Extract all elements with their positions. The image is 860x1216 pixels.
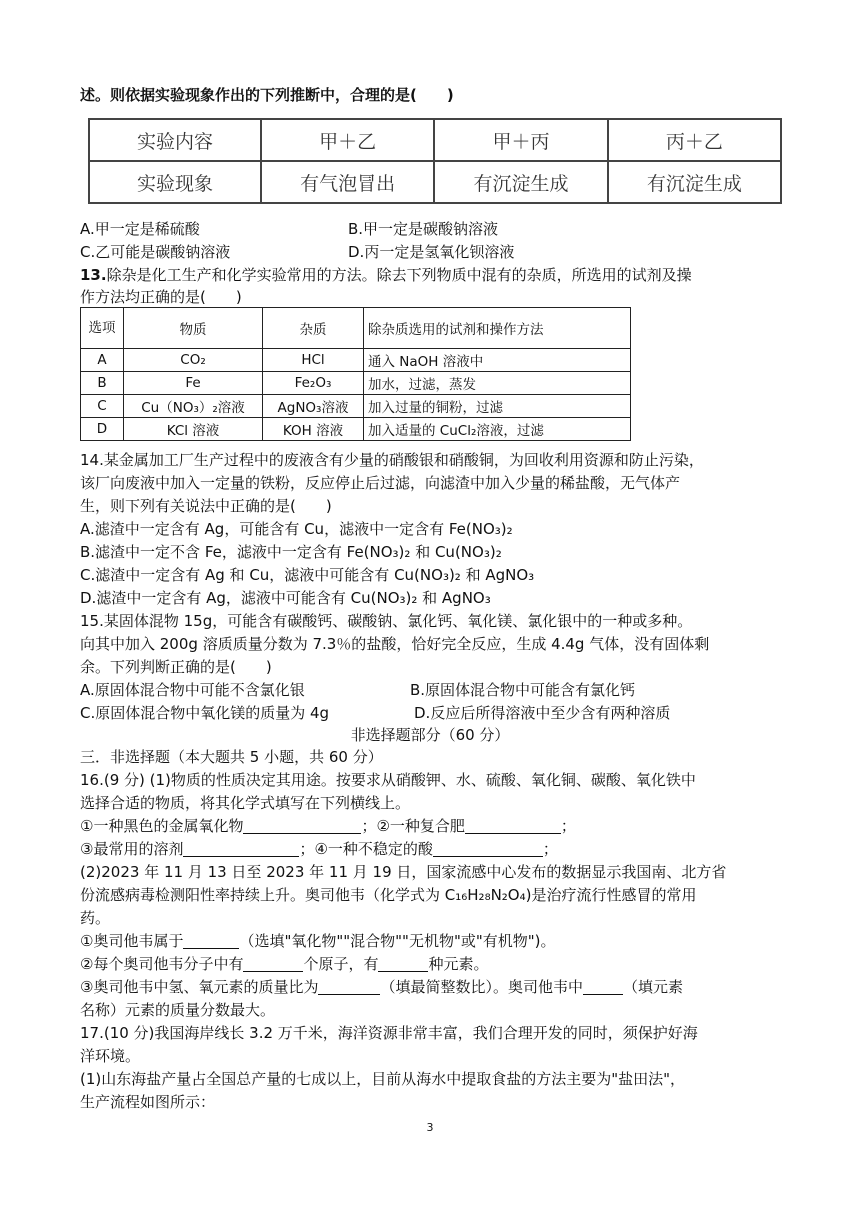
q15-line-3: 余。下列判断正确的是( ) bbox=[80, 658, 272, 676]
table-cell: HCl bbox=[263, 349, 364, 372]
prompt-text: （选填"氧化物""混合物""无机物"或"有机物")。 bbox=[239, 932, 556, 950]
table-cell: KOH 溶液 bbox=[263, 418, 364, 441]
q16-part2-line-2: 份流感病毒检测阳性率持续上升。奥司他韦（化学式为 C₁₆H₂₈N₂O₄)是治疗流行性感冒的常用 bbox=[80, 886, 697, 904]
table-cell: 加入过量的铜粉，过滤 bbox=[364, 395, 631, 418]
table-cell: 有沉淀生成 bbox=[434, 161, 607, 203]
q14-line-3: 生，则下列有关说法中正确的是( ) bbox=[80, 497, 332, 515]
q16-part2-line-3: 药。 bbox=[80, 909, 111, 927]
table-cell: AgNO₃溶液 bbox=[263, 395, 364, 418]
q16-sub-3-cont: 名称）元素的质量分数最大。 bbox=[80, 1001, 276, 1019]
answer-blank[interactable] bbox=[583, 978, 623, 995]
q14-line-2: 该厂向废液中加入一定量的铁粉，反应停止后过滤，向滤渣中加入少量的稀盐酸，无气体产 bbox=[80, 474, 681, 492]
table-cell: Fe bbox=[124, 372, 263, 395]
table-cell: 实验内容 bbox=[89, 119, 261, 161]
table-row bbox=[89, 161, 781, 203]
q15-option-b: B.原固体混合物中可能含有氯化钙 bbox=[410, 681, 636, 699]
q13-number: 13. bbox=[80, 266, 107, 284]
table-row bbox=[81, 418, 631, 441]
answer-blank[interactable] bbox=[243, 817, 361, 834]
q15-option-a: A.原固体混合物中可能不含氯化银 bbox=[80, 681, 305, 699]
table-cell: 实验现象 bbox=[89, 161, 261, 203]
q15-option-d: D.反应后所得溶液中至少含有两种溶质 bbox=[414, 704, 671, 722]
q14-line-1: 14.某金属加工厂生产过程中的废液含有少量的硝酸银和硝酸铜，为回收利用资源和防止污染， bbox=[80, 451, 704, 469]
table-cell: 有气泡冒出 bbox=[261, 161, 434, 203]
table-cell: 甲＋乙 bbox=[261, 119, 434, 161]
prompt-text: ； bbox=[560, 817, 576, 835]
answer-blank[interactable] bbox=[318, 978, 380, 995]
q13-text: 除杂是化工生产和化学实验常用的方法。除去下列物质中混有的杂质，所选用的试剂及操 bbox=[106, 266, 692, 284]
table-cell: Cu（NO₃）₂溶液 bbox=[124, 395, 263, 418]
answer-blank[interactable] bbox=[378, 955, 428, 972]
q16-line-1: 16.(9 分) (1)物质的性质决定其用途。按要求从硝酸钾、水、硫酸、氧化铜、碳酸、氧化铁中 bbox=[80, 771, 696, 789]
q12-option-b: B.甲一定是碳酸钠溶液 bbox=[348, 220, 499, 238]
table-cell: B bbox=[81, 372, 124, 395]
q15-option-c: C.原固体混合物中氧化镁的质量为 4g bbox=[80, 704, 330, 722]
q15-line-2: 向其中加入 200g 溶质质量分数为 7.3％的盐酸，恰好完全反应，生成 4.4g 气体，没有固体剩 bbox=[80, 635, 710, 653]
table-row bbox=[81, 372, 631, 395]
table-header-row bbox=[81, 308, 631, 349]
table-cell: CO₂ bbox=[124, 349, 263, 372]
table-cell: C bbox=[81, 395, 124, 418]
answer-blank[interactable] bbox=[183, 932, 239, 949]
prompt-text: ①奥司他韦属于 bbox=[80, 932, 184, 950]
answer-blank[interactable] bbox=[465, 817, 561, 834]
prompt-text: （填元素 bbox=[622, 978, 683, 996]
q12-option-c: C.乙可能是碳酸钠溶液 bbox=[80, 243, 231, 261]
q17-line-4: 生产流程如图所示： bbox=[80, 1093, 216, 1111]
q13-line-2: 作方法均正确的是( ) bbox=[80, 288, 242, 306]
page-number: 3 bbox=[426, 1121, 434, 1134]
prompt-text: （填最简整数比）。奥司他韦中 bbox=[380, 978, 583, 996]
q17-line-3: (1)山东海盐产量占全国总产量的七成以上，目前从海水中提取食盐的方法主要为"盐田法"， bbox=[80, 1070, 686, 1088]
table-row bbox=[81, 349, 631, 372]
q12-option-a: A.甲一定是稀硫酸 bbox=[80, 220, 200, 238]
prompt-text: 种元素。 bbox=[428, 955, 489, 973]
prompt-text: ③奥司他韦中氢、氧元素的质量比为 bbox=[80, 978, 319, 996]
q14-option-a: A.滤渣中一定含有 Ag，可能含有 Cu，滤液中一定含有 Fe(NO₃)₂ bbox=[80, 520, 513, 538]
prompt-text: ；④一种不稳定的酸 bbox=[299, 840, 433, 858]
prompt-text: ；②一种复合肥 bbox=[361, 817, 465, 835]
q16-part2-line-1: (2)2023 年 11 月 13 日至 2023 年 11 月 19 日，国家流感中心发布的数据显示我国南、北方省 bbox=[80, 863, 727, 881]
q16-sub-1 bbox=[80, 930, 556, 952]
experiment-table bbox=[88, 118, 782, 204]
table-cell: 甲＋丙 bbox=[434, 119, 607, 161]
q14-option-b: B.滤渣中一定不含 Fe，滤液中一定含有 Fe(NO₃)₂ 和 Cu(NO₃)₂ bbox=[80, 543, 502, 561]
table-cell: 通入 NaOH 溶液中 bbox=[364, 349, 631, 372]
q16-fill-line-2 bbox=[80, 838, 558, 860]
prompt-text: ①一种黑色的金属氧化物 bbox=[80, 817, 244, 835]
q17-line-1: 17.(10 分)我国海岸线长 3.2 万千米，海洋资源非常丰富，我们合理开发的同时，须保护好海 bbox=[80, 1024, 698, 1042]
q16-line-2: 选择合适的物质，将其化学式填写在下列横线上。 bbox=[80, 794, 411, 812]
table-cell: 加入适量的 CuCl₂溶液，过滤 bbox=[364, 418, 631, 441]
q15-line-1: 15.某固体混物 15g，可能含有碳酸钙、碳酸钠、氯化钙、氧化镁、氯化银中的一种或多种。 bbox=[80, 612, 693, 630]
answer-blank[interactable] bbox=[183, 840, 299, 857]
table-row bbox=[89, 119, 781, 161]
q14-option-d: D.滤渣中一定含有 Ag，滤液中可能含有 Cu(NO₃)₂ 和 AgNO₃ bbox=[80, 589, 491, 607]
table-cell: Fe₂O₃ bbox=[263, 372, 364, 395]
q16-sub-2 bbox=[80, 953, 488, 975]
table-cell: D bbox=[81, 418, 124, 441]
answer-blank[interactable] bbox=[433, 840, 543, 857]
q12-option-d: D.丙一定是氢氧化钡溶液 bbox=[348, 243, 515, 261]
q16-fill-line-1 bbox=[80, 815, 576, 837]
column-header: 除杂质选用的试剂和操作方法 bbox=[364, 308, 631, 349]
impurity-table bbox=[80, 307, 631, 441]
prompt-text: ③最常用的溶剂 bbox=[80, 840, 184, 858]
q17-line-2: 洋环境。 bbox=[80, 1047, 141, 1065]
table-cell: KCl 溶液 bbox=[124, 418, 263, 441]
column-header: 杂质 bbox=[263, 308, 364, 349]
table-row bbox=[81, 395, 631, 418]
table-cell: 加水，过滤，蒸发 bbox=[364, 372, 631, 395]
section-title: 非选择题部分（60 分） bbox=[350, 726, 510, 744]
answer-blank[interactable] bbox=[243, 955, 303, 972]
table-cell: 丙＋乙 bbox=[608, 119, 781, 161]
table-cell: 有沉淀生成 bbox=[608, 161, 781, 203]
column-header: 物质 bbox=[124, 308, 263, 349]
table-cell: A bbox=[81, 349, 124, 372]
prompt-text: ②每个奥司他韦分子中有 bbox=[80, 955, 244, 973]
q14-option-c: C.滤渣中一定含有 Ag 和 Cu，滤液中可能含有 Cu(NO₃)₂ 和 AgNO₃ bbox=[80, 566, 535, 584]
q16-sub-3 bbox=[80, 976, 683, 998]
prompt-text: 个原子，有 bbox=[303, 955, 379, 973]
q12-intro: 述。则依据实验现象作出的下列推断中，合理的是( ) bbox=[80, 86, 454, 104]
column-header: 选项 bbox=[81, 308, 124, 349]
prompt-text: ； bbox=[542, 840, 558, 858]
q13-line-1 bbox=[80, 264, 692, 286]
part3-title: 三．非选择题（本大题共 5 小题，共 60 分） bbox=[80, 748, 383, 766]
